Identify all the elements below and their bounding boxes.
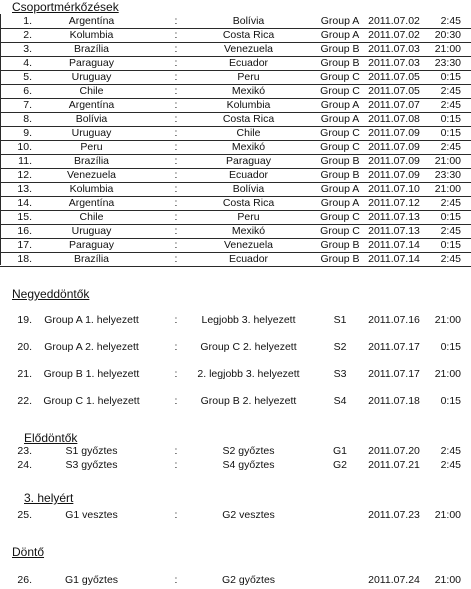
home-team: Paraguay [69,239,114,251]
group-label: G2 [332,459,347,471]
home-team: G1 győztes [64,574,119,586]
group-label: Group C [320,211,360,223]
table-row [0,126,471,141]
away-team: Ecuador [228,253,269,265]
group-label: Group C [320,141,360,153]
match-number: 8. [23,113,32,125]
away-team: Costa Rica [222,197,275,209]
table-row [0,140,471,155]
match-date: 2011.07.02 [368,15,420,27]
match-time: 20:30 [434,29,461,41]
match-date: 2011.07.21 [368,459,420,471]
section-heading: Negyeddöntők [12,287,90,301]
match-time: 21:00 [434,509,461,521]
home-team: Argentína [68,99,115,111]
score-separator: : [174,509,178,521]
away-team: Ecuador [228,57,269,69]
match-number: 9. [23,127,32,139]
match-time: 21:00 [434,183,461,195]
match-time: 2:45 [440,197,461,209]
table-row [0,238,471,253]
table-row [0,70,471,85]
match-date: 2011.07.13 [368,225,420,237]
home-team: S3 győztes [65,459,118,471]
group-label: S2 [333,341,347,353]
score-separator: : [174,85,178,97]
match-date: 2011.07.05 [368,71,420,83]
match-number: 3. [23,43,32,55]
away-team: Bolívia [232,15,265,27]
home-team: Uruguay [71,225,112,237]
home-team: Uruguay [71,71,112,83]
match-date: 2011.07.20 [368,445,420,457]
match-time: 21:00 [434,155,461,167]
match-date: 2011.07.14 [368,239,420,251]
match-number: 24. [17,459,32,471]
home-team: Group A 1. helyezett [44,314,139,326]
away-team: Costa Rica [222,29,275,41]
home-team: Paraguay [69,57,114,69]
home-team: Group B 1. helyezett [43,368,140,380]
match-number: 13. [17,183,32,195]
section-heading: 3. helyért [24,491,74,505]
match-number: 1. [23,15,32,27]
score-separator: : [174,314,178,326]
match-number: 22. [17,395,32,407]
away-team: Costa Rica [222,113,275,125]
section-heading: Döntő [12,545,45,559]
score-separator: : [174,155,178,167]
table-row [0,168,471,183]
table-row [0,28,471,43]
group-label: Group B [320,155,360,167]
score-separator: : [174,253,178,265]
away-team: Ecuador [228,169,269,181]
match-time: 21:00 [434,314,461,326]
match-date: 2011.07.08 [368,113,420,125]
match-date: 2011.07.03 [368,43,420,55]
score-separator: : [174,99,178,111]
match-date: 2011.07.09 [368,155,420,167]
match-date: 2011.07.09 [368,141,420,153]
score-separator: : [174,113,178,125]
match-date: 2011.07.05 [368,85,420,97]
table-row [0,224,471,239]
match-time: 2:45 [440,445,461,457]
match-number: 23. [17,445,32,457]
score-separator: : [174,341,178,353]
match-number: 12. [17,169,32,181]
score-separator: : [174,395,178,407]
away-team: Venezuela [223,43,274,55]
score-separator: : [174,57,178,69]
home-team: Group C 1. helyezett [43,395,140,407]
match-time: 2:45 [440,225,461,237]
away-team: Peru [237,71,260,83]
home-team: Kolumbia [69,29,114,41]
away-team: G2 győztes [221,574,276,586]
match-date: 2011.07.02 [368,29,420,41]
group-label: Group B [320,43,360,55]
score-separator: : [174,15,178,27]
match-time: 2:45 [440,99,461,111]
table-row [0,98,471,113]
match-date: 2011.07.17 [368,341,420,353]
group-label: Group A [320,113,360,125]
group-label: Group B [320,253,360,265]
home-team: Venezuela [66,169,117,181]
group-label: Group A [320,197,360,209]
group-label: Group C [320,127,360,139]
score-separator: : [174,445,178,457]
table-row [0,210,471,225]
match-number: 21. [17,368,32,380]
match-number: 7. [23,99,32,111]
score-separator: : [174,211,178,223]
home-team: Peru [80,141,103,153]
match-time: 21:00 [434,574,461,586]
table-row [0,394,471,408]
table-row [0,112,471,127]
away-team: Group B 2. helyezett [200,395,297,407]
match-time: 2:45 [440,141,461,153]
match-number: 5. [23,71,32,83]
away-team: Paraguay [226,155,271,167]
match-time: 0:15 [440,239,461,251]
table-row [0,340,471,354]
match-number: 18. [17,253,32,265]
score-separator: : [174,29,178,41]
group-label: Group A [320,183,360,195]
away-team: G2 vesztes [222,509,275,521]
match-number: 2. [23,29,32,41]
match-time: 2:45 [440,85,461,97]
match-time: 2:45 [440,15,461,27]
table-row [0,154,471,169]
match-number: 11. [18,155,32,167]
home-team: Brazília [73,43,109,55]
group-label: Group A [320,15,360,27]
away-team: Peru [237,211,260,223]
table-row [0,14,471,29]
match-date: 2011.07.12 [368,197,420,209]
match-number: 10. [17,141,32,153]
table-row [0,56,471,71]
match-time: 0:15 [440,395,461,407]
section-heading: Csoportmérkőzések [12,0,119,14]
score-separator: : [174,459,178,471]
group-label: Group B [320,169,360,181]
home-team: Argentína [68,197,115,209]
group-label: Group A [320,29,360,41]
score-separator: : [174,169,178,181]
home-team: Chile [79,211,104,223]
match-date: 2011.07.16 [368,314,420,326]
match-number: 14. [17,197,32,209]
home-team: Brazília [73,155,109,167]
away-team: 2. legjobb 3. helyezett [197,368,300,380]
away-team: Kolumbia [226,99,271,111]
score-separator: : [174,127,178,139]
table-row [0,573,471,587]
match-date: 2011.07.09 [368,169,420,181]
away-team: Legjobb 3. helyezett [201,314,296,326]
match-date: 2011.07.13 [368,211,420,223]
home-team: Brazília [73,253,109,265]
match-number: 16. [17,225,32,237]
match-time: 23:30 [434,57,461,69]
match-number: 6. [23,85,32,97]
group-label: S3 [333,368,347,380]
group-label: Group C [320,71,360,83]
table-row [0,508,471,522]
away-team: Mexikó [231,225,266,237]
home-team: Group A 2. helyezett [44,341,139,353]
match-time: 21:00 [434,43,461,55]
score-separator: : [174,225,178,237]
match-date: 2011.07.10 [368,183,420,195]
table-row [0,313,471,327]
home-team: Uruguay [71,127,112,139]
match-date: 2011.07.17 [368,368,420,380]
match-number: 26. [17,574,32,586]
table-row [0,182,471,197]
score-separator: : [174,141,178,153]
match-date: 2011.07.18 [368,395,420,407]
match-time: 0:15 [440,341,461,353]
section-heading: Elődöntők [24,431,78,445]
match-time: 2:45 [440,459,461,471]
match-time: 0:15 [440,127,461,139]
group-label: Group A [320,99,360,111]
group-label: Group C [320,85,360,97]
match-date: 2011.07.03 [368,57,420,69]
away-team: S4 győztes [222,459,275,471]
match-number: 15. [17,211,32,223]
score-separator: : [174,239,178,251]
group-label: Group C [320,225,360,237]
group-label: Group B [320,57,360,69]
table-row [0,84,471,99]
away-team: Chile [236,127,261,139]
group-label: S1 [333,314,347,326]
table-row [0,458,471,472]
score-separator: : [174,43,178,55]
match-date: 2011.07.09 [368,127,420,139]
away-team: Mexikó [231,141,266,153]
score-separator: : [174,197,178,209]
group-label: S4 [333,395,347,407]
match-time: 2:45 [440,253,461,265]
home-team: Argentína [68,15,115,27]
match-number: 17. [17,239,32,251]
match-time: 0:15 [440,211,461,223]
score-separator: : [174,183,178,195]
score-separator: : [174,71,178,83]
away-team: Venezuela [223,239,274,251]
match-number: 20. [17,341,32,353]
away-team: Mexikó [231,85,266,97]
table-row [0,367,471,381]
match-time: 21:00 [434,368,461,380]
match-date: 2011.07.24 [368,574,420,586]
match-time: 0:15 [440,113,461,125]
match-number: 25. [17,509,32,521]
score-separator: : [174,574,178,586]
home-team: G1 vesztes [65,509,118,521]
group-label: Group B [320,239,360,251]
match-time: 0:15 [440,71,461,83]
home-team: S1 győztes [65,445,118,457]
away-team: Group C 2. helyezett [200,341,297,353]
table-row [0,196,471,211]
match-time: 23:30 [434,169,461,181]
match-number: 4. [23,57,32,69]
match-date: 2011.07.14 [368,253,420,265]
match-date: 2011.07.07 [368,99,420,111]
home-team: Bolívia [75,113,108,125]
away-team: Bolívia [232,183,265,195]
table-row [0,252,471,267]
home-team: Kolumbia [69,183,114,195]
table-row [0,444,471,458]
group-label: G1 [332,445,347,457]
match-number: 19. [17,314,32,326]
away-team: S2 győztes [222,445,275,457]
score-separator: : [174,368,178,380]
home-team: Chile [79,85,104,97]
table-row [0,42,471,57]
match-date: 2011.07.23 [368,509,420,521]
